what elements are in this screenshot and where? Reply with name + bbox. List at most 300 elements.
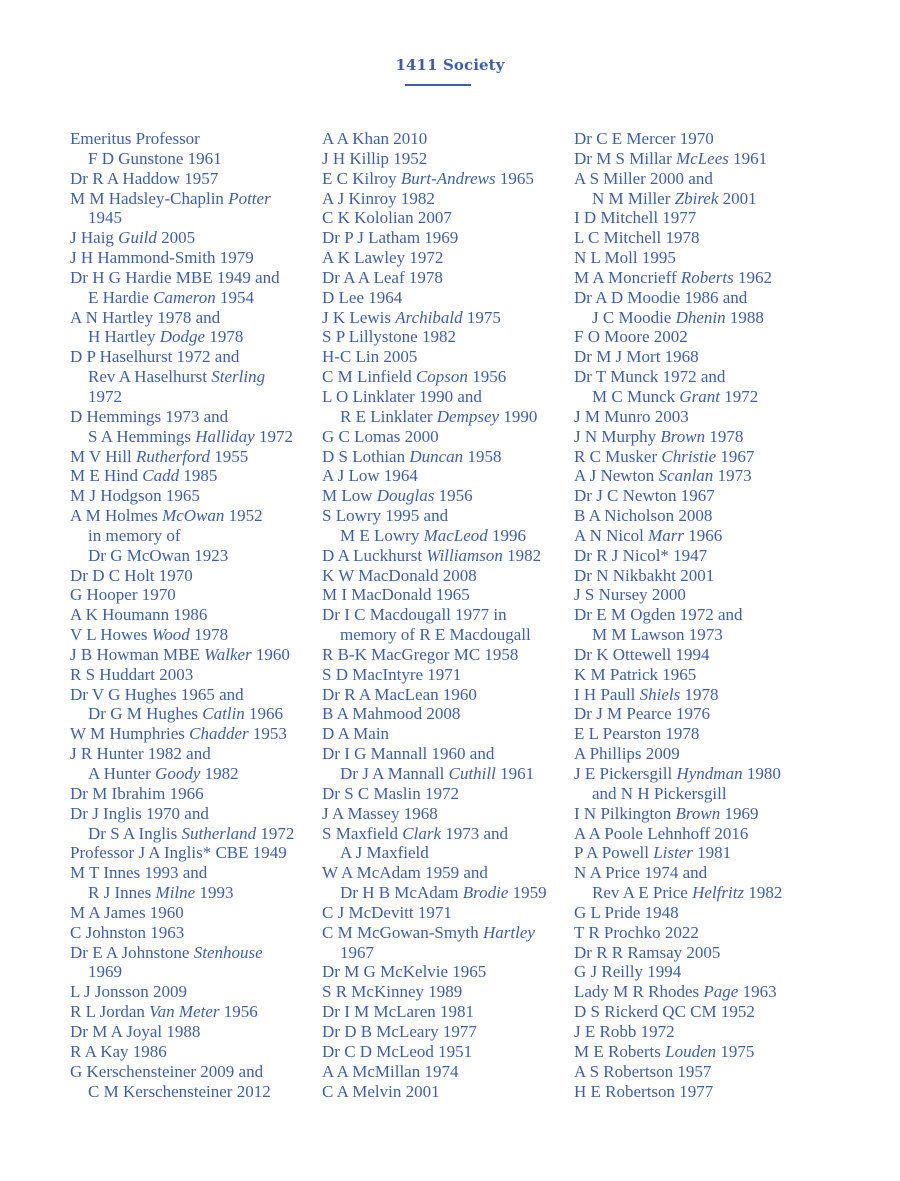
- year-text: 1962: [733, 267, 773, 287]
- donor-entry: [574, 1042, 819, 1062]
- donor-name-text: Dr R A MacLean 1960: [322, 684, 477, 704]
- maiden-name-text: Cameron: [153, 287, 216, 307]
- donor-name-text: G L Pride 1948: [574, 902, 679, 922]
- donor-entry: [574, 526, 819, 546]
- year-text: 1956: [219, 1002, 258, 1022]
- donor-entry: [322, 804, 567, 824]
- donor-name-text: C A Melvin 2001: [322, 1081, 440, 1101]
- donor-entry: [322, 685, 567, 705]
- donor-name-text: L C Mitchell 1978: [574, 228, 700, 248]
- donor-name-text: Professor J A Inglis* CBE 1949: [70, 843, 287, 863]
- donor-entry: [70, 1042, 315, 1062]
- donor-entry: [574, 685, 819, 705]
- year-text: 1972: [256, 823, 295, 843]
- donor-entry: [70, 189, 315, 229]
- donor-name-text: Dr E A Johnstone: [70, 942, 194, 962]
- donor-entry: [70, 982, 315, 1002]
- donor-name-text: C M Linfield: [322, 367, 416, 387]
- donor-entry: [322, 228, 567, 248]
- donor-name-text: C M Kerschensteiner 2012: [88, 1081, 271, 1101]
- donor-entry: [574, 863, 819, 903]
- donor-entry: [322, 744, 567, 784]
- donor-name-text: 1972: [88, 386, 122, 406]
- donor-name-text: A N Hartley 1978 and: [70, 307, 221, 327]
- donor-entry: [70, 1002, 315, 1022]
- donor-name-text: Dr R J Nicol* 1947: [574, 545, 708, 565]
- year-text: 1978: [680, 684, 719, 704]
- donor-entry: [322, 506, 567, 546]
- donor-entry: [574, 1062, 819, 1082]
- donor-entry: [322, 665, 567, 685]
- donor-name-text: P A Powell: [574, 843, 654, 863]
- donor-entry: [70, 903, 315, 923]
- maiden-name-text: Sterling: [211, 367, 266, 387]
- maiden-name-text: Brown: [675, 803, 721, 823]
- donor-entry: [322, 824, 567, 864]
- donor-name-text: Dr P J Latham 1969: [322, 228, 459, 248]
- year-text: 1967: [716, 446, 755, 466]
- donor-entry: [322, 784, 567, 804]
- donor-entry: [322, 466, 567, 486]
- maiden-name-text: Cadd: [142, 466, 180, 486]
- donor-name-text: Dr C E Mercer 1970: [574, 129, 714, 148]
- donor-name-text: D Lee 1964: [322, 287, 403, 307]
- donor-name-text: A S Robertson 1957: [574, 1061, 712, 1081]
- year-text: 1975: [462, 307, 501, 327]
- donor-entry: [574, 486, 819, 506]
- year-text: 1965: [495, 168, 534, 188]
- maiden-name-text: Sutherland: [181, 823, 257, 843]
- donor-entry: [322, 585, 567, 605]
- donor-entry: [574, 962, 819, 982]
- donor-entry: [70, 407, 315, 447]
- donor-entry: [70, 724, 315, 744]
- donor-name-text: A M Holmes: [70, 506, 163, 526]
- donor-name-text: A N Nicol: [574, 525, 649, 545]
- donor-name-text: A K Houmann 1986: [70, 605, 208, 625]
- donor-name-text: R L Jordan: [70, 1002, 150, 1022]
- donor-entry: [574, 546, 819, 566]
- donor-entry: [322, 1042, 567, 1062]
- donor-name-text: G Kerschensteiner 2009 and: [70, 1061, 264, 1081]
- maiden-name-text: Catlin: [202, 704, 245, 724]
- donor-entry: [322, 189, 567, 209]
- donor-name-text: Dr H B McAdam: [340, 883, 463, 903]
- donor-entry: [70, 169, 315, 189]
- maiden-name-text: Van Meter: [149, 1002, 220, 1022]
- donor-entry: [574, 129, 819, 149]
- maiden-name-text: Louden: [665, 1041, 717, 1061]
- donor-name-text: Dr A D Moodie 1986 and: [574, 287, 748, 307]
- donor-column-3: [574, 129, 819, 1101]
- donor-entry: [574, 804, 819, 824]
- donor-name-text: A J Newton: [574, 466, 659, 486]
- donor-entry: [574, 764, 819, 804]
- maiden-name-text: Williamson: [426, 545, 503, 565]
- donor-name-text: J M Munro 2003: [574, 406, 689, 426]
- donor-name-text: J R Hunter 1982 and: [70, 744, 211, 764]
- year-text: 1972: [720, 386, 759, 406]
- donor-name-text: J E Pickersgill: [574, 764, 677, 783]
- donor-entry: [574, 149, 819, 169]
- donor-entry: [70, 1022, 315, 1042]
- donor-name-text: R B-K MacGregor MC 1958: [322, 644, 519, 664]
- donor-name-text: M E Lowry: [340, 525, 424, 545]
- donor-name-text: C M McGowan-Smyth: [322, 922, 484, 942]
- year-text: 1956: [467, 367, 507, 387]
- donor-entry: [322, 605, 567, 645]
- donor-column-1: [70, 129, 315, 1101]
- donor-entry: [322, 546, 567, 566]
- donor-name-text: C Johnston 1963: [70, 922, 185, 942]
- donor-name-text: J H Hammond-Smith 1979: [70, 248, 254, 268]
- donor-entry: [322, 863, 567, 903]
- donor-name-text: N A Price 1974 and: [574, 863, 708, 883]
- donor-entry: [574, 347, 819, 367]
- maiden-name-text: Shiels: [639, 684, 681, 704]
- donor-name-text: Dr M J Mort 1968: [574, 347, 699, 367]
- donor-name-text: M E Roberts: [574, 1041, 666, 1061]
- donor-entry: [574, 645, 819, 665]
- year-text: 1981: [692, 843, 732, 863]
- year-text: 1956: [434, 486, 473, 506]
- maiden-name-text: Wood: [151, 625, 190, 645]
- donor-name-text: S R McKinney 1989: [322, 982, 463, 1002]
- donor-entry: [70, 843, 315, 863]
- donor-name-text: A J Low 1964: [322, 466, 418, 486]
- maiden-name-text: Rutherford: [135, 446, 210, 466]
- year-text: 1972: [254, 426, 293, 446]
- donor-entry: [574, 665, 819, 685]
- donor-name-text: G C Lomas 2000: [322, 426, 439, 446]
- maiden-name-text: Cuthill: [448, 764, 496, 783]
- maiden-name-text: McOwan: [162, 506, 225, 526]
- year-text: 1978: [205, 327, 244, 347]
- donor-name-text: M Low: [322, 486, 377, 506]
- year-text: 1990: [499, 406, 538, 426]
- year-text: 1988: [725, 307, 764, 327]
- maiden-name-text: Duncan: [409, 446, 464, 466]
- donor-entry: [574, 1002, 819, 1022]
- maiden-name-text: Hartley: [483, 922, 535, 942]
- donor-name-text: R E Linklater: [340, 406, 437, 426]
- donor-name-text: Dr D B McLeary 1977: [322, 1021, 477, 1041]
- donor-name-text: M T Innes 1993 and: [70, 863, 208, 883]
- donor-entry: [574, 566, 819, 586]
- donor-name-text: D S Rickerd QC CM 1952: [574, 1002, 755, 1022]
- donor-name-text: J B Howman MBE: [70, 644, 205, 664]
- donor-entry: [322, 248, 567, 268]
- donor-entry: [70, 645, 315, 665]
- donor-name-text: Dr C D McLeod 1951: [322, 1041, 473, 1061]
- year-text: 1978: [705, 426, 744, 446]
- donor-name-text: Dr R R Ramsay 2005: [574, 942, 721, 962]
- donor-entry: [70, 943, 315, 983]
- donor-entry: [574, 427, 819, 447]
- donor-name-text: M C Munck: [592, 386, 680, 406]
- donor-name-text: K W MacDonald 2008: [322, 565, 477, 585]
- donor-name-text: A J Kinroy 1982: [322, 188, 435, 208]
- donor-name-text: Dr I G Mannall 1960 and: [322, 744, 495, 764]
- donor-name-text: Emeritus Professor: [70, 129, 200, 148]
- year-text: 1959: [508, 883, 547, 903]
- year-text: 1958: [463, 446, 502, 466]
- donor-name-text: Dr I M McLaren 1981: [322, 1002, 475, 1022]
- donor-name-text: 1945: [88, 208, 122, 228]
- maiden-name-text: Roberts: [680, 267, 734, 287]
- donor-name-text: G Hooper 1970: [70, 585, 176, 605]
- maiden-name-text: Stenhouse: [193, 942, 263, 962]
- year-text: 2001: [718, 188, 757, 208]
- donor-entry: [70, 923, 315, 943]
- donor-name-text: I H Paull: [574, 684, 640, 704]
- donor-name-text: R C Musker: [574, 446, 662, 466]
- donor-name-text: L O Linklater 1990 and: [322, 386, 482, 406]
- donor-entry: [322, 486, 567, 506]
- donor-entry: [322, 1002, 567, 1022]
- donor-entry: [322, 387, 567, 427]
- donor-entry: [322, 1022, 567, 1042]
- donor-name-text: A K Lawley 1972: [322, 248, 444, 268]
- donor-entry: [322, 566, 567, 586]
- donor-entry: [574, 824, 819, 844]
- donor-entry: [574, 288, 819, 328]
- year-text: 1963: [738, 982, 777, 1002]
- donor-name-text: M I MacDonald 1965: [322, 585, 470, 605]
- donor-name-text: H-C Lin 2005: [322, 347, 418, 367]
- donor-name-text: Dr N Nikbakht 2001: [574, 565, 715, 585]
- donor-name-text: Dr G McOwan 1923: [88, 545, 229, 565]
- maiden-name-text: Scanlan: [658, 466, 714, 486]
- year-text: 1961: [728, 148, 768, 168]
- donor-entry: [70, 129, 315, 169]
- donor-name-text: 1967: [340, 942, 374, 962]
- maiden-name-text: Lister: [653, 843, 693, 863]
- donor-entry: [70, 447, 315, 467]
- donor-name-text: A A Khan 2010: [322, 129, 428, 148]
- donor-name-text: in memory of: [88, 525, 181, 545]
- year-text: 1978: [189, 625, 229, 645]
- donor-entry: [322, 724, 567, 744]
- donor-entry: [70, 248, 315, 268]
- donor-name-text: M M Lawson 1973: [592, 625, 723, 645]
- donor-name-text: H E Robertson 1977: [574, 1081, 714, 1101]
- donor-name-text: G J Reilly 1994: [574, 962, 682, 982]
- donor-name-text: Dr J Inglis 1970 and: [70, 803, 209, 823]
- donor-entry: [322, 982, 567, 1002]
- donor-name-text: Dr M G McKelvie 1965: [322, 962, 487, 982]
- donor-name-text: D S Lothian: [322, 446, 410, 466]
- donor-entry: [322, 347, 567, 367]
- maiden-name-text: Dodge: [159, 327, 206, 347]
- donor-name-text: J Haig: [70, 228, 119, 248]
- donor-entry: [70, 744, 315, 784]
- donor-name-text: B A Nicholson 2008: [574, 506, 713, 526]
- donor-name-text: M E Hind: [70, 466, 143, 486]
- donor-entry: [322, 645, 567, 665]
- maiden-name-text: McLees: [676, 148, 729, 168]
- donor-entry: [70, 506, 315, 566]
- donor-name-text: K M Patrick 1965: [574, 664, 697, 684]
- donor-entry: [574, 327, 819, 347]
- donor-name-text: N L Moll 1995: [574, 248, 676, 268]
- donor-entry: [322, 327, 567, 347]
- donor-entry: [574, 923, 819, 943]
- donor-name-text: N M Miller: [592, 188, 675, 208]
- maiden-name-text: Marr: [648, 525, 685, 545]
- donor-name-text: Dr R A Haddow 1957: [70, 168, 219, 188]
- donor-name-text: D A Luckhurst: [322, 545, 427, 565]
- donor-name-text: J N Murphy: [574, 426, 661, 446]
- donor-name-text: D P Haselhurst 1972 and: [70, 347, 240, 367]
- donor-entry: [322, 704, 567, 724]
- donor-name-text: A Phillips 2009: [574, 744, 680, 764]
- year-text: 1960: [251, 644, 290, 664]
- donor-name-text: A A McMillan 1974: [322, 1061, 459, 1081]
- donor-entry: [70, 585, 315, 605]
- donor-name-text: Dr M S Millar: [574, 148, 676, 168]
- donor-column-2: [322, 129, 567, 1101]
- donor-name-text: R S Huddart 2003: [70, 664, 194, 684]
- maiden-name-text: Burt-Andrews: [400, 168, 496, 188]
- donor-name-text: Lady M R Rhodes: [574, 982, 704, 1002]
- donor-name-text: M A James 1960: [70, 902, 184, 922]
- donor-entry: [574, 843, 819, 863]
- year-text: 1982: [502, 545, 542, 565]
- donor-entry: [574, 228, 819, 248]
- donor-entry: [574, 585, 819, 605]
- donor-name-text: E L Pearston 1978: [574, 724, 700, 744]
- year-text: 1969: [720, 803, 759, 823]
- donor-name-text: S P Lillystone 1982: [322, 327, 456, 347]
- donor-entry: [322, 962, 567, 982]
- donor-name-text: Dr S A Inglis: [88, 823, 182, 843]
- year-text: 1966: [684, 525, 723, 545]
- donor-name-text: S Maxfield: [322, 823, 403, 843]
- maiden-name-text: Brodie: [462, 883, 509, 903]
- donor-name-text: B A Mahmood 2008: [322, 704, 461, 724]
- maiden-name-text: Hyndman: [676, 764, 743, 783]
- donor-name-text: V L Howes: [70, 625, 152, 645]
- donor-entry: [70, 268, 315, 308]
- maiden-name-text: Grant: [679, 386, 720, 406]
- year-text: 1952: [224, 506, 263, 526]
- donor-entry: [70, 863, 315, 903]
- maiden-name-text: Douglas: [376, 486, 435, 506]
- donor-name-text: Dr J C Newton 1967: [574, 486, 715, 506]
- page-title: 1411 Society: [395, 56, 505, 74]
- donor-entry: [70, 605, 315, 625]
- maiden-name-text: Milne: [155, 883, 196, 903]
- maiden-name-text: Walker: [204, 644, 252, 664]
- donor-entry: [70, 804, 315, 844]
- donor-name-text: A Hunter: [88, 764, 156, 783]
- maiden-name-text: Christie: [661, 446, 717, 466]
- donor-name-text: T R Prochko 2022: [574, 922, 699, 942]
- donor-entry: [574, 943, 819, 963]
- year-text: 1982: [744, 883, 783, 903]
- donor-name-text: F D Gunstone 1961: [88, 148, 222, 168]
- donor-name-text: S Lowry 1995 and: [322, 506, 449, 526]
- donor-name-text: Dr H G Hardie MBE 1949 and: [70, 267, 280, 287]
- donor-entry: [574, 268, 819, 288]
- title-underline: [405, 84, 471, 86]
- donor-name-text: Dr K Ottewell 1994: [574, 644, 710, 664]
- donor-name-text: R J Innes: [88, 883, 156, 903]
- maiden-name-text: Potter: [228, 188, 271, 208]
- donor-entry: [574, 1022, 819, 1042]
- donor-name-text: L J Jonsson 2009: [70, 982, 187, 1002]
- donor-entry: [322, 288, 567, 308]
- donor-name-text: J S Nursey 2000: [574, 585, 686, 605]
- maiden-name-text: Archibald: [395, 307, 463, 327]
- year-text: 1973: [713, 466, 752, 486]
- year-text: 1993: [195, 883, 234, 903]
- year-text: 1975: [716, 1041, 755, 1061]
- donor-entry: [574, 506, 819, 526]
- year-text: 1973 and: [441, 823, 509, 843]
- donor-name-text: D A Main: [322, 724, 390, 744]
- donor-name-text: 1969: [88, 962, 122, 982]
- donor-name-text: F O Moore 2002: [574, 327, 688, 347]
- donor-entry: [574, 407, 819, 427]
- donor-name-text: Dr M A Joyal 1988: [70, 1021, 201, 1041]
- donor-entry: [70, 1062, 315, 1102]
- donor-entry: [574, 744, 819, 764]
- donor-entry: [70, 784, 315, 804]
- donor-name-text: D Hemmings 1973 and: [70, 406, 229, 426]
- donor-name-text: A A Poole Lehnhoff 2016: [574, 823, 749, 843]
- donor-entry: [574, 169, 819, 209]
- year-text: 1985: [179, 466, 218, 486]
- donor-name-text: memory of R E Macdougall: [340, 625, 531, 645]
- donor-name-text: Rev A E Price: [592, 883, 693, 903]
- maiden-name-text: Brown: [660, 426, 706, 446]
- year-text: 1980: [742, 764, 781, 783]
- donor-name-text: H Hartley: [88, 327, 160, 347]
- year-text: 1961: [495, 764, 535, 783]
- donor-name-text: and N H Pickersgill: [592, 783, 727, 803]
- year-text: 1954: [215, 287, 255, 307]
- donor-entry: [322, 149, 567, 169]
- maiden-name-text: Clark: [402, 823, 442, 843]
- donor-name-text: I N Pilkington: [574, 803, 676, 823]
- maiden-name-text: Page: [703, 982, 739, 1002]
- donor-name-text: A S Miller 2000 and: [574, 168, 713, 188]
- donor-entry: [322, 169, 567, 189]
- donor-entry: [70, 228, 315, 248]
- donor-name-text: M M Hadsley-Chaplin: [70, 188, 229, 208]
- donor-name-text: Dr A A Leaf 1978: [322, 267, 443, 287]
- donor-name-text: Dr T Munck 1972 and: [574, 367, 726, 387]
- donor-entry: [574, 367, 819, 407]
- donor-entry: [574, 724, 819, 744]
- donor-name-text: J E Robb 1972: [574, 1021, 675, 1041]
- donor-entry: [70, 486, 315, 506]
- donor-entry: [70, 308, 315, 348]
- maiden-name-text: Guild: [118, 228, 157, 248]
- donor-entry: [322, 427, 567, 447]
- donor-name-text: E C Kilroy: [322, 168, 401, 188]
- donor-entry: [322, 268, 567, 288]
- maiden-name-text: Dhenin: [675, 307, 726, 327]
- donor-entry: [322, 923, 567, 963]
- donor-name-text: C K Kololian 2007: [322, 208, 452, 228]
- donor-entry: [70, 625, 315, 645]
- donor-name-text: R A Kay 1986: [70, 1041, 167, 1061]
- donor-name-text: J A Massey 1968: [322, 803, 438, 823]
- donor-entry: [574, 248, 819, 268]
